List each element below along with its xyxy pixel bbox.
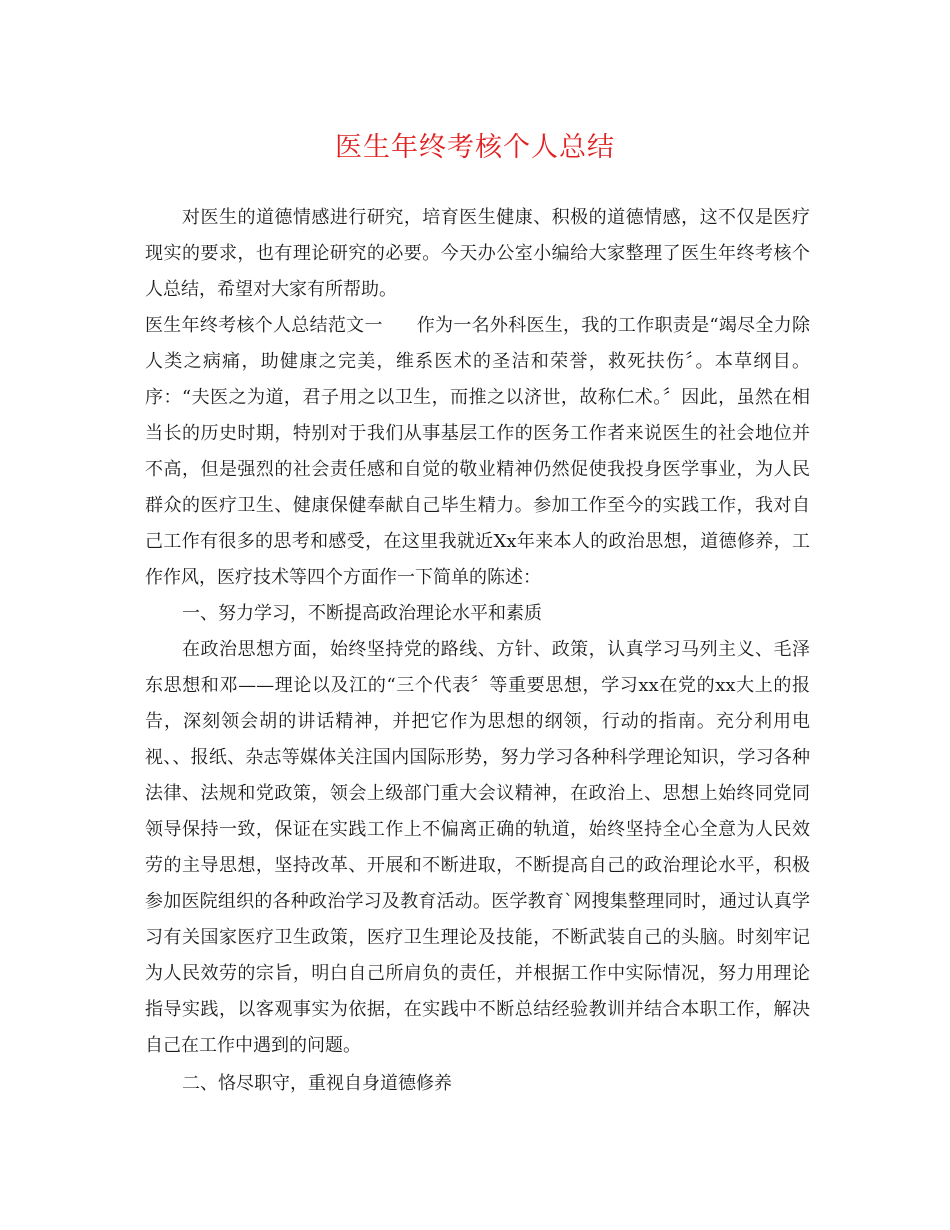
document-title: 医生年终考核个人总结 [335, 132, 615, 163]
paragraph-1-text: 作为一名外科医生，我的工作职责是“竭尽全力除人类之病痛，助健康之完美，维系医术的圣洁和荣誉，救死扶伤〞。本草纲目。序：“夫医之为道，君子用之以卫生，而推之以济世，故称仁术。〞因此，虽然在相当长的历史时期，特别对于我们从事基层工作的医务工作者来说医生的社会地位并不高，但是强烈的社会责任感和自觉的敬业精神仍然促使我投身医学事业，为人民群众的医疗卫生、健康保健奉献自己毕生精力。参加工作至今的实践工作，我对自己工作有很多的思考和感受，在这里我就近Xx年来本人的政治思想，道德修养，工作作风，医疗技术等四个方面作一下简单的陈述： [145, 315, 811, 588]
document-body [145, 200, 810, 1102]
section-2-heading: 二、恪尽职守，重视自身道德修养 [182, 1073, 452, 1094]
section-1-body: 在政治思想方面，始终坚持党的路线、方针、政策，认真学习马列主义、毛泽东思想和邓——理论以及江的“三个代表〞等重要思想，学习xx在党的xx大上的报告，深刻领会胡的讲话精神，并把它作为思想的纲领，行动的指南。充分利用电视、、报纸、杂志等媒体关注国内国际形势，努力学习各种科学理论知识，学习各种法律、法规和党政策，领会上级部门重大会议精神，在政治上、思想上始终同党同领导保持一致，保证在实践工作上不偏离正确的轨道，始终坚持全心全意为人民效劳的主导思想，坚持改革、开展和不断进取，不断提高自己的政治理论水平，积极参加医院组织的各种政治学习及教育活动。医学教育`网搜集整理同时，通过认真学习有关国家医疗卫生政策，医疗卫生理论及技能，不断武装自己的头脑。时刻牢记为人民效劳的宗旨，明白自己所肩负的责任，并根据工作中实际情况，努力用理论指导实践，以客观事实为依据，在实践中不断总结经验教训并结合本职工作，解决自己在工作中遇到的问题。 [145, 639, 810, 1056]
sample-heading: 医生年终考核个人总结范文一 [145, 315, 383, 336]
intro-paragraph: 对医生的道德情感进行研究，培育医生健康、积极的道德情感，这不仅是医疗现实的要求，也有理论研究的必要。今天办公室小编给大家整理了医生年终考核个人总结，希望对大家有所帮助。 [145, 207, 810, 300]
sample-paragraph [145, 308, 810, 596]
section-1-heading: 一、努力学习，不断提高政治理论水平和素质 [182, 603, 542, 624]
